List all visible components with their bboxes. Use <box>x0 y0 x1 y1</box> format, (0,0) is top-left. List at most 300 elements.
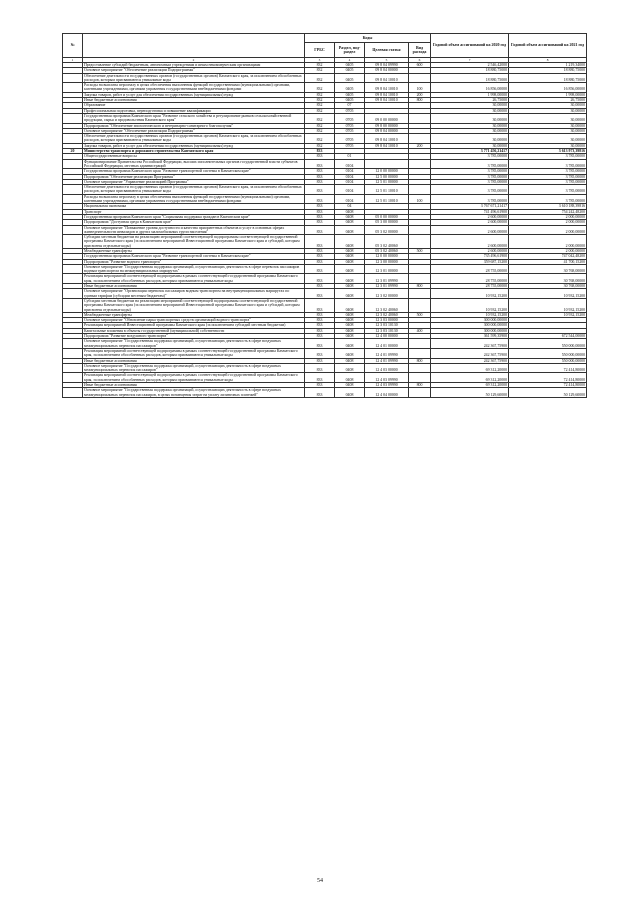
row-amount-2020: 69 312,20000 <box>431 383 509 388</box>
row-number <box>63 83 83 93</box>
column-number: 3 <box>305 58 335 63</box>
row-amount-2020: 18 880,75000 <box>431 73 509 83</box>
row-name: Расходы на выплаты персоналу в целях обеспечения выполнения функций государственными (муниципальными) органами, казенными учреждениями, органами управления государственными внебюджетными фондами <box>83 83 305 93</box>
row-name: Основное мероприятие "Государственная поддержка организаций, осуществляющих деятельность в сфере воздушных межмуниципальных перевозок пассажиров" <box>83 363 305 373</box>
row-section: 0408 <box>335 259 365 264</box>
column-number: 5 <box>365 58 409 63</box>
row-amount-2020: 300 000,00000 <box>431 318 509 323</box>
row-section: 0405 <box>335 98 365 103</box>
table-row <box>63 298 587 312</box>
row-amount-2021: 41 700,15200 <box>509 259 587 264</box>
row-section: 0408 <box>335 373 365 383</box>
table-row <box>63 339 587 349</box>
row-amount-2020: 3 785,00000 <box>431 185 509 195</box>
row-section: 0408 <box>335 284 365 289</box>
row-section: 0705 <box>335 123 365 128</box>
row-number: 20 <box>63 149 83 154</box>
row-section: 0408 <box>335 328 365 333</box>
row-target: 05 3 02 40060 <box>365 248 409 253</box>
row-section: 0408 <box>335 339 365 349</box>
row-number <box>63 388 83 398</box>
row-amount-2020: 30,00000 <box>431 108 509 113</box>
row-section: 0405 <box>335 92 365 97</box>
row-amount-2020: 2 600,00000 <box>431 225 509 235</box>
row-name: Расходы на выплаты персоналу в целях обеспечения выполнения функций государственными (муниципальными) органами, казенными учреждениями, органами управления государственными внебюджетными фондами <box>83 194 305 204</box>
row-amount-2020: 3 785,00000 <box>431 159 509 169</box>
row-section: 0705 <box>335 134 365 144</box>
row-exptype <box>409 298 431 312</box>
row-amount-2021: 2 000,00000 <box>509 214 587 219</box>
row-name: Образование <box>83 103 305 108</box>
row-section: 0705 <box>335 128 365 133</box>
row-name: Обеспечение деятельности государственных органов (государственных органов) Камчатского края, за исключением обособленных расходов, которым присваиваются уникальные коды <box>83 185 305 195</box>
row-name: Основное мероприятие "Государственная поддержка организаций, осуществляющих деятельность в сфере воздушных межмуниципальных перевозок пассажиров" <box>83 339 305 349</box>
row-target: 09 8 04 00000 <box>365 68 409 73</box>
row-exptype <box>409 339 431 349</box>
table-row <box>63 388 587 398</box>
row-number <box>63 159 83 169</box>
row-exptype <box>409 289 431 299</box>
row-target: 09 8 04 10010 <box>365 143 409 148</box>
header-grbs: ГРБС <box>305 43 335 58</box>
row-target: 12 3 02 40060 <box>365 298 409 312</box>
row-section: 0405 <box>335 73 365 83</box>
row-name: Подпрограмма "Развитие воздушного транспорта" <box>83 334 305 339</box>
row-exptype: 400 <box>409 328 431 333</box>
row-target: 12 3 02 00000 <box>365 289 409 299</box>
table-row <box>63 225 587 235</box>
row-amount-2020: 69 312,20000 <box>431 373 509 383</box>
row-amount-2021: 754 242,48200 <box>509 209 587 214</box>
table-row <box>63 73 587 83</box>
row-amount-2020: 300 000,00000 <box>431 328 509 333</box>
row-section: 0408 <box>335 383 365 388</box>
row-section: 0705 <box>335 143 365 148</box>
row-grbs: 833 <box>305 388 335 398</box>
row-exptype: 800 <box>409 383 431 388</box>
row-amount-2020: 242 367,75900 <box>431 358 509 363</box>
row-section: 0408 <box>335 264 365 274</box>
row-amount-2020: 361 599,35900 <box>431 334 509 339</box>
table-row <box>63 185 587 195</box>
row-number <box>63 264 83 274</box>
column-number: 2 <box>83 58 305 63</box>
row-exptype: 800 <box>409 98 431 103</box>
row-exptype <box>409 373 431 383</box>
row-amount-2021: 2 000,00000 <box>509 220 587 225</box>
row-number <box>63 185 83 195</box>
table-row <box>63 235 587 249</box>
row-target: 12 4 03 09990 <box>365 373 409 383</box>
table-row <box>63 113 587 123</box>
row-target: 12 3 02 40060 <box>365 312 409 317</box>
row-exptype <box>409 113 431 123</box>
row-amount-2021: 550 000,00000 <box>509 339 587 349</box>
row-grbs: 832 <box>305 73 335 83</box>
row-grbs: 832 <box>305 128 335 133</box>
row-name: Профессиональная подготовка, переподготовка и повышение квалификации <box>83 108 305 113</box>
row-amount-2020: 28 755,00000 <box>431 264 509 274</box>
row-name: Закупка товаров, работ и услуг для обеспечения государственных (муниципальных) нужд <box>83 143 305 148</box>
row-exptype: 500 <box>409 312 431 317</box>
row-amount-2020: 2 546,42000 <box>431 63 509 68</box>
row-grbs: 833 <box>305 220 335 225</box>
row-amount-2021: 3 785,00000 <box>509 159 587 169</box>
row-target: 12 4 01 09990 <box>365 348 409 358</box>
row-amount-2021: 30,00000 <box>509 113 587 123</box>
table-body <box>63 63 587 398</box>
row-amount-2020: 735 496,61900 <box>431 254 509 259</box>
row-amount-2020: 18 880,75000 <box>431 68 509 73</box>
row-number <box>63 363 83 373</box>
row-grbs: 833 <box>305 235 335 249</box>
row-amount-2020: 30,00000 <box>431 113 509 123</box>
row-target: 12 3 01 09990 <box>365 274 409 284</box>
row-amount-2020: 30,00000 <box>431 123 509 128</box>
row-exptype: 800 <box>409 284 431 289</box>
row-grbs: 833 <box>305 174 335 179</box>
row-amount-2020: 2 600,00000 <box>431 214 509 219</box>
row-amount-2020: 28 755,00000 <box>431 284 509 289</box>
row-amount-2020: 2 600,00000 <box>431 248 509 253</box>
row-grbs: 833 <box>305 225 335 235</box>
row-amount-2021: 550 000,00000 <box>509 348 587 358</box>
header-exptype: Вид расхода <box>409 43 431 58</box>
row-amount-2020: 26,75000 <box>431 98 509 103</box>
row-grbs: 832 <box>305 103 335 108</box>
row-exptype: 100 <box>409 83 431 93</box>
row-grbs: 833 <box>305 214 335 219</box>
row-name: Основное мероприятие "Обеспечение реализации Подпрограммы" <box>83 128 305 133</box>
table-row <box>63 83 587 93</box>
row-amount-2021: 672 544,00000 <box>509 334 587 339</box>
row-exptype <box>409 235 431 249</box>
row-target: 09 8 04 09990 <box>365 63 409 68</box>
row-grbs: 833 <box>305 339 335 349</box>
row-target: 12 5 01 10010 <box>365 194 409 204</box>
row-amount-2021: 3 610 188,39816 <box>509 204 587 209</box>
row-amount-2021: 30,00000 <box>509 108 587 113</box>
column-number: 7 <box>431 58 509 63</box>
row-target: 12 4 00 00000 <box>365 334 409 339</box>
row-grbs: 833 <box>305 254 335 259</box>
row-target: 09 8 04 10010 <box>365 134 409 144</box>
row-name: Государственная программа Камчатского края "Развитие транспортной системы в Камчатском крае" <box>83 169 305 174</box>
row-name: Основное мероприятие "Управление реализацией Программы" <box>83 179 305 184</box>
row-amount-2021: 2 000,00000 <box>509 225 587 235</box>
row-section: 0408 <box>335 318 365 323</box>
row-section: 0408 <box>335 248 365 253</box>
row-target: 12 3 03 00000 <box>365 318 409 323</box>
row-name: Межбюджетные трансферты <box>83 248 305 253</box>
row-number <box>63 274 83 284</box>
row-grbs: 833 <box>305 149 335 154</box>
row-grbs: 833 <box>305 363 335 373</box>
row-amount-2020: 16 856,00000 <box>431 83 509 93</box>
row-amount-2021: 2 000,00000 <box>509 248 587 253</box>
row-amount-2021: 3 785,00000 <box>509 179 587 184</box>
row-grbs: 833 <box>305 264 335 274</box>
row-name: Закупка товаров, работ и услуг для обеспечения государственных (муниципальных) нужд <box>83 92 305 97</box>
page-number: 54 <box>317 878 323 884</box>
row-target: 09 0 00 00000 <box>365 113 409 123</box>
row-name: Общегосударственные вопросы <box>83 154 305 159</box>
row-amount-2020: 3 771 456,21417 <box>431 149 509 154</box>
row-name: Основное мероприятие "Повышение уровня доступности и качества приоритетных объектов и услуг в основных сферах жизнедеятельности инвалидов и других маломобильных групп населения" <box>83 225 305 235</box>
row-section: 0405 <box>335 83 365 93</box>
row-amount-2021: 30,00000 <box>509 128 587 133</box>
row-section: 0705 <box>335 108 365 113</box>
row-number <box>63 298 83 312</box>
row-grbs: 832 <box>305 98 335 103</box>
row-amount-2021: 30 768,00000 <box>509 274 587 284</box>
row-name: Иные бюджетные ассигнования <box>83 383 305 388</box>
row-amount-2020: 2 600,00000 <box>431 235 509 249</box>
row-grbs: 833 <box>305 185 335 195</box>
row-grbs: 832 <box>305 143 335 148</box>
row-amount-2020: 30,00000 <box>431 134 509 144</box>
row-target: 12 4 01 00000 <box>365 339 409 349</box>
row-name: Реализация мероприятий соответствующей подпрограммы в рамках соответствующей государственной программы Камчатского края, за исключением обособленных расходов, которым присваиваются уникальные коды <box>83 373 305 383</box>
row-section: 0408 <box>335 254 365 259</box>
row-target: 05 3 00 00000 <box>365 220 409 225</box>
row-exptype <box>409 363 431 373</box>
row-exptype <box>409 264 431 274</box>
row-grbs: 833 <box>305 159 335 169</box>
row-amount-2020: 3 785,00000 <box>431 179 509 184</box>
row-number <box>63 113 83 123</box>
row-amount-2021: 30 768,00000 <box>509 284 587 289</box>
row-section: 0104 <box>335 174 365 179</box>
row-name: Основное мероприятие "Государственная поддержка организаций, осуществляющих деятельность в сфере перевозок пассажиров водным транспортом на межмуниципальных маршрутах" <box>83 264 305 274</box>
table-row <box>63 264 587 274</box>
header-name <box>83 34 305 58</box>
row-amount-2021: 1 219,34000 <box>509 63 587 68</box>
row-name: Обеспечение деятельности государственных органов (государственных органов) Камчатского края, за исключением обособленных расходов, которым присваиваются уникальные коды <box>83 73 305 83</box>
header-amount-2020: Годовой объем ассигнований на 2020 год <box>431 34 509 58</box>
row-amount-2020: 28 755,00000 <box>431 274 509 284</box>
row-name: Реализация мероприятий соответствующей подпрограммы в рамках соответствующей государственной программы Камчатского края, за исключением обособленных расходов, которым присваиваются уникальные коды <box>83 348 305 358</box>
row-name: Иные бюджетные ассигнования <box>83 358 305 363</box>
row-name: Межбюджетные трансферты <box>83 312 305 317</box>
row-section: 0405 <box>335 63 365 68</box>
row-grbs: 833 <box>305 298 335 312</box>
row-amount-2020: 2 600,00000 <box>431 220 509 225</box>
row-exptype <box>409 159 431 169</box>
header-section: Раздел, под-раздел <box>335 43 365 58</box>
row-amount-2021: 18 880,75000 <box>509 73 587 83</box>
row-section: 0705 <box>335 113 365 123</box>
row-name: Реализация мероприятий Инвестиционной программы Камчатского края (за исключением субсидий местным бюджетам) <box>83 323 305 328</box>
row-section: 0408 <box>335 274 365 284</box>
row-section: 0408 <box>335 298 365 312</box>
row-amount-2021: 1 998,00000 <box>509 92 587 97</box>
row-grbs: 833 <box>305 312 335 317</box>
row-name: Подпрограмма "Доступная среда в Камчатском крае" <box>83 220 305 225</box>
row-target: 09 8 04 10010 <box>365 98 409 103</box>
row-number <box>63 134 83 144</box>
row-number <box>63 339 83 349</box>
row-section: 0408 <box>335 312 365 317</box>
row-grbs: 832 <box>305 68 335 73</box>
row-amount-2021: 3 785,00000 <box>509 154 587 159</box>
table-row <box>63 274 587 284</box>
row-grbs: 833 <box>305 348 335 358</box>
table-row <box>63 363 587 373</box>
row-amount-2020: 30,00000 <box>431 103 509 108</box>
row-amount-2020: 300 000,00000 <box>431 323 509 328</box>
row-name: Иные бюджетные ассигнования <box>83 284 305 289</box>
row-amount-2020: 69 312,20000 <box>431 363 509 373</box>
row-amount-2021: 30,00000 <box>509 103 587 108</box>
row-section: 0408 <box>335 220 365 225</box>
row-name: Субсидии местным бюджетам на реализацию мероприятий соответствующей подпрограммы соответствующей государственной программы Камчатского края (за исключением мероприятий Инвестиционной программы Камчатского края и субсидий, которым присвоены отдельные коды) <box>83 235 305 249</box>
row-grbs: 833 <box>305 328 335 333</box>
row-exptype <box>409 225 431 235</box>
row-amount-2021: 30,00000 <box>509 123 587 128</box>
row-amount-2020: 1 998,00000 <box>431 92 509 97</box>
row-name: Государственная программа Камчатского края "Развитие транспортной системы в Камчатском крае" <box>83 254 305 259</box>
row-amount-2020: 242 367,75900 <box>431 348 509 358</box>
row-name: Подпрограмма "Обеспечение эпизоотического и ветеринарно-санитарного благополучия" <box>83 123 305 128</box>
table-row <box>63 348 587 358</box>
row-amount-2020: 3 785,00000 <box>431 154 509 159</box>
row-exptype <box>409 348 431 358</box>
header-num: № <box>63 34 83 58</box>
row-section: 0408 <box>335 209 365 214</box>
row-grbs: 832 <box>305 108 335 113</box>
row-target: 12 3 01 09990 <box>365 284 409 289</box>
row-target: 12 5 01 10010 <box>365 185 409 195</box>
row-amount-2020: 10 932,15200 <box>431 298 509 312</box>
row-target: 09 8 04 00000 <box>365 128 409 133</box>
row-grbs: 833 <box>305 154 335 159</box>
header-codes: Коды <box>305 34 431 43</box>
row-number <box>63 225 83 235</box>
row-amount-2021: 72 414,80000 <box>509 383 587 388</box>
row-amount-2021: 550 000,00000 <box>509 358 587 363</box>
row-amount-2021: 10 932,15200 <box>509 298 587 312</box>
row-target: 09 8 04 10010 <box>365 92 409 97</box>
row-number <box>63 348 83 358</box>
row-section: 04 <box>335 204 365 209</box>
row-amount-2021: 50 129,60000 <box>509 388 587 398</box>
row-target: 12 4 01 09990 <box>365 358 409 363</box>
row-exptype: 200 <box>409 143 431 148</box>
row-target <box>365 159 409 169</box>
row-target: 12 3 00 00000 <box>365 259 409 264</box>
row-section: 0104 <box>335 185 365 195</box>
row-amount-2021: 30,00000 <box>509 143 587 148</box>
row-target: 12 4 04 00000 <box>365 388 409 398</box>
row-amount-2021: 3 785,00000 <box>509 174 587 179</box>
row-name: Подпрограмма "Обеспечение реализации Программы" <box>83 174 305 179</box>
row-amount-2021: 30 768,00000 <box>509 264 587 274</box>
row-target: 05 3 02 40060 <box>365 235 409 249</box>
row-number <box>63 194 83 204</box>
row-name: Национальная экономика <box>83 204 305 209</box>
row-section: 0104 <box>335 169 365 174</box>
row-grbs: 833 <box>305 194 335 204</box>
row-name: Основное мероприятие "Государственная поддержка организаций, осуществляющих деятельность в сфере воздушных межмуниципальных перевозок пассажиров, в целях возмещения затрат на уплату лизинговых платежей" <box>83 388 305 398</box>
table-row <box>63 159 587 169</box>
row-exptype <box>409 73 431 83</box>
row-name: Транспорт <box>83 209 305 214</box>
column-number: 1 <box>63 58 83 63</box>
row-amount-2020: 30,00000 <box>431 128 509 133</box>
row-exptype: 800 <box>409 358 431 363</box>
row-amount-2021: 3 613 973,39816 <box>509 149 587 154</box>
row-amount-2021: 30,00000 <box>509 134 587 144</box>
row-name: Основное мероприятие "Обеспечение реализации Подпрограммы" <box>83 68 305 73</box>
row-grbs: 833 <box>305 383 335 388</box>
row-grbs: 833 <box>305 373 335 383</box>
row-grbs: 832 <box>305 123 335 128</box>
row-amount-2021: 747 042,48200 <box>509 254 587 259</box>
row-amount-2020: 3 785,00000 <box>431 174 509 179</box>
row-grbs: 833 <box>305 284 335 289</box>
row-grbs: 833 <box>305 274 335 284</box>
row-amount-2021: 3 785,00000 <box>509 185 587 195</box>
row-exptype <box>409 388 431 398</box>
row-grbs: 833 <box>305 179 335 184</box>
row-name: Основное мероприятие "Обновление парка транспортных средств организаций водного транспорта" <box>83 318 305 323</box>
row-section: 0405 <box>335 68 365 73</box>
row-amount-2020: 359 687,15200 <box>431 259 509 264</box>
row-grbs: 833 <box>305 289 335 299</box>
row-amount-2020: 10 932,15200 <box>431 289 509 299</box>
row-name: Министерство транспорта и дорожного строительства Камчатского края <box>83 149 305 154</box>
budget-table <box>62 33 587 398</box>
row-section: 0104 <box>335 194 365 204</box>
row-name: Функционирование Правительства Российской Федерации, высших исполнительных органов государственной власти субъектов Российской Федерации, местных администраций <box>83 159 305 169</box>
row-amount-2020: 3 785,00000 <box>431 194 509 204</box>
row-target: 12 4 03 00000 <box>365 363 409 373</box>
row-grbs: 833 <box>305 323 335 328</box>
row-amount-2021: 26,75000 <box>509 98 587 103</box>
header-amount-2021: Годовой объем ассигнований на 2021 год <box>509 34 587 58</box>
row-amount-2021: 72 414,80000 <box>509 363 587 373</box>
row-amount-2021: 10 932,15200 <box>509 289 587 299</box>
row-amount-2021: 16 856,00000 <box>509 83 587 93</box>
row-grbs: 832 <box>305 113 335 123</box>
row-name: Капитальные вложения в объекты государственной (муниципальной) собственности <box>83 328 305 333</box>
row-amount-2021: 18 880,75000 <box>509 68 587 73</box>
row-target: 09 8 04 10010 <box>365 83 409 93</box>
row-target: 05 0 00 00000 <box>365 214 409 219</box>
row-name: Основное мероприятие "Организация перевозок пассажиров водным транспортом на внутримуниципальных маршрутах по единым тарифам (субсидии местным бюджетам)" <box>83 289 305 299</box>
row-section: 0408 <box>335 235 365 249</box>
row-grbs: 833 <box>305 318 335 323</box>
column-number: 4 <box>335 58 365 63</box>
row-amount-2020: 50 129,60000 <box>431 388 509 398</box>
row-grbs: 832 <box>305 134 335 144</box>
row-grbs: 832 <box>305 92 335 97</box>
row-amount-2021: 3 785,00000 <box>509 194 587 204</box>
row-exptype: 500 <box>409 248 431 253</box>
row-section: 0104 <box>335 159 365 169</box>
row-section: 0408 <box>335 334 365 339</box>
row-section: 01 <box>335 154 365 159</box>
row-amount-2021: 3 785,00000 <box>509 169 587 174</box>
row-name: Обеспечение деятельности государственных органов (государственных органов) Камчатского края, за исключением обособленных расходов, которым присваиваются уникальные коды <box>83 134 305 144</box>
row-number <box>63 235 83 249</box>
row-section: 0408 <box>335 363 365 373</box>
row-target: 12 0 00 00000 <box>365 169 409 174</box>
row-amount-2021: 2 000,00000 <box>509 235 587 249</box>
row-section: 0408 <box>335 358 365 363</box>
row-amount-2020: 3 785,00000 <box>431 169 509 174</box>
